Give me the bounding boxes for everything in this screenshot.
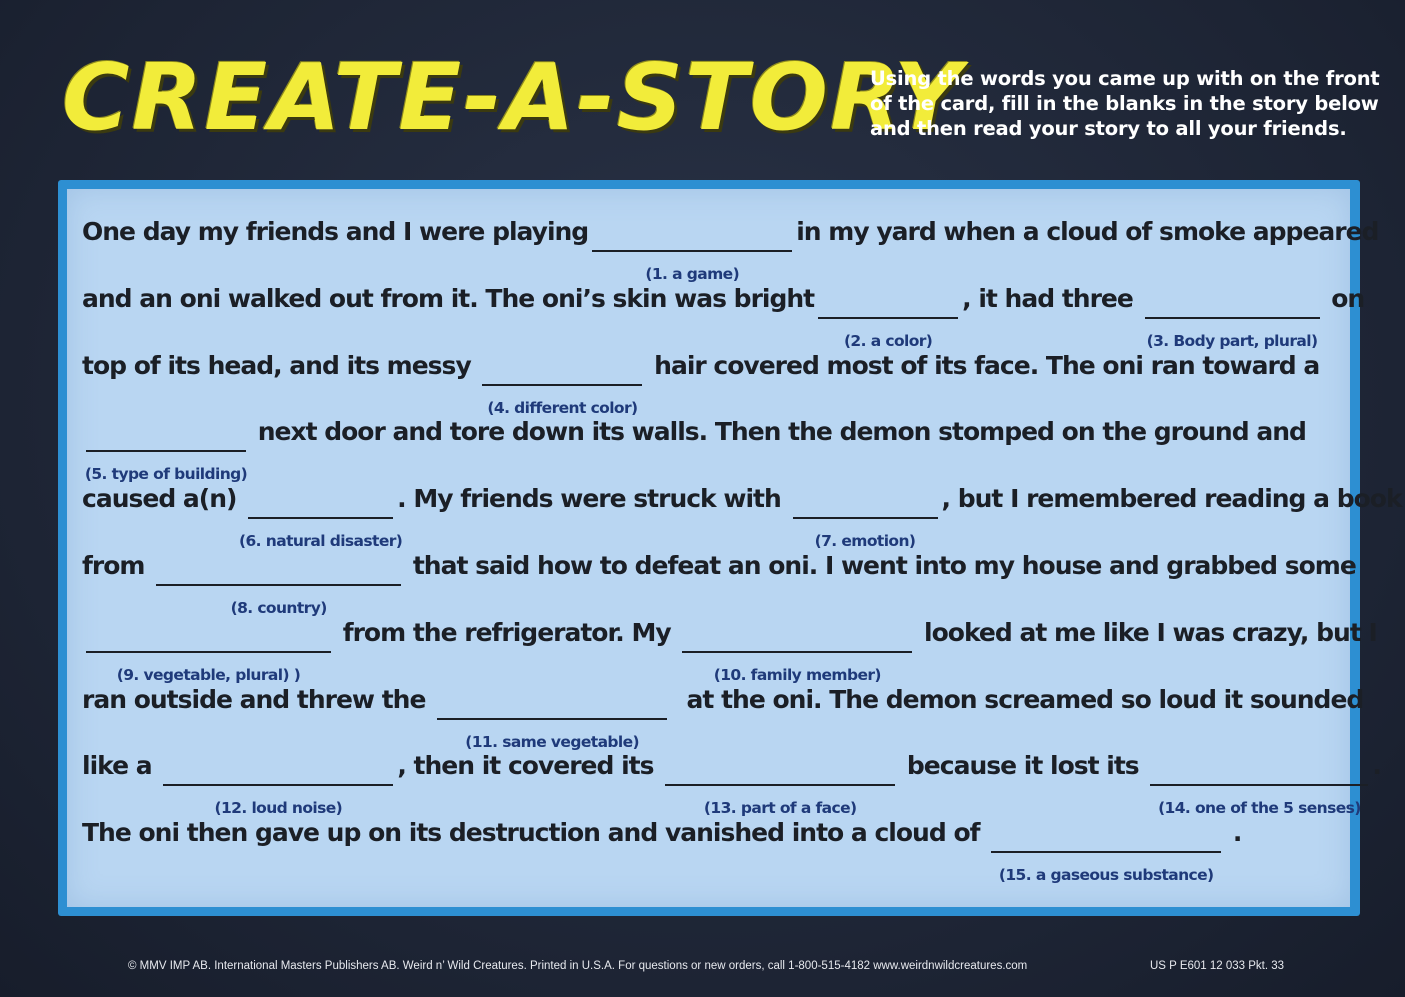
blank-hint-label: (6. natural disaster): [239, 532, 403, 551]
fill-in-blank[interactable]: [1145, 277, 1320, 350]
story-text-run: One day my friends and I were playing: [82, 217, 589, 246]
story-line: [82, 344, 1342, 417]
story-text-run: from the refrigerator. My: [335, 617, 679, 647]
story-text-run: hair covered most of its face. The oni ran toward a: [646, 350, 1320, 380]
blank-hint-label: (5. type of building): [84, 465, 248, 484]
blank-hint-label: (15. a gaseous substance): [998, 866, 1214, 885]
story-text-run: , it had three: [962, 283, 1141, 313]
story-text-run: The oni then gave up on its destruction and vanished into a cloud of: [82, 818, 988, 848]
story-text-run: .: [1225, 818, 1242, 848]
story-line: [82, 277, 1365, 350]
story-text-run: caused a(n): [82, 484, 245, 514]
fill-in-blank[interactable]: [592, 210, 792, 283]
story-text-run: that said how to defeat an oni. I went into my house and grabbed some: [405, 550, 1356, 580]
blank-hint-label: (1. a game): [645, 265, 740, 283]
fill-in-blank[interactable]: [86, 611, 331, 684]
story-text-run: because it lost its: [899, 751, 1147, 781]
fill-in-blank[interactable]: [818, 277, 958, 350]
instructions-text: Using the words you came up with on the front of the card, fill in the blanks in the story below and then read your story to all your friends.: [870, 67, 1380, 140]
blank-hint-label: (7. emotion): [814, 532, 916, 551]
story-text-run: in my yard when a cloud of smoke appeared: [796, 217, 1379, 246]
story-text-run: from: [82, 550, 153, 580]
fill-in-blank[interactable]: [1150, 744, 1368, 818]
blank-hint-label: (14. one of the 5 senses): [1158, 799, 1361, 818]
blank-hint-label: (9. vegetable, plural) ): [116, 665, 301, 684]
story-line: [82, 544, 1356, 617]
story-text-run: on: [1323, 283, 1365, 313]
fill-in-blank[interactable]: [84, 410, 248, 484]
story-text-run: and an oni walked out from it. The oni’s skin was bright: [82, 283, 815, 313]
story-line: [82, 678, 1364, 751]
story-text-run: next door and tore down its walls. Then the demon stomped on the ground and: [250, 417, 1306, 447]
story-text-run: .: [1372, 751, 1381, 781]
story-text-run: looked at me like I was crazy, but I: [916, 617, 1377, 647]
story-line: [82, 477, 1402, 551]
fill-in-blank[interactable]: [991, 811, 1221, 885]
story-line: [82, 410, 1342, 484]
footer-product-code: US P E601 12 033 Pkt. 33: [1150, 960, 1285, 972]
story-text-run: ran outside and threw the: [82, 684, 434, 714]
page-title: CREATE-A-STORY: [62, 44, 964, 151]
blank-hint-label: (13. part of a face): [703, 799, 857, 818]
story-text: [82, 210, 1402, 885]
footer-copyright: © MMV IMP AB. International Masters Publishers AB. Weird n’ Wild Creatures. Printed in U.S.A. For questions or new orders, call 1-800-515-4182 www.weirdnwildcreatures.com: [128, 960, 1028, 972]
fill-in-blank[interactable]: [682, 611, 912, 684]
story-line: [82, 744, 1381, 818]
blank-hint-label: (4. different color): [487, 398, 638, 417]
fill-in-blank[interactable]: [665, 744, 895, 818]
fill-in-blank[interactable]: [793, 477, 938, 551]
fill-in-blank[interactable]: [437, 678, 667, 751]
story-text-run: top of its head, and its messy: [82, 350, 479, 380]
fill-in-blank[interactable]: [239, 477, 403, 551]
fill-in-blank[interactable]: [482, 344, 642, 417]
blank-hint-label: (2. a color): [843, 331, 933, 350]
story-line: [82, 811, 1342, 885]
blank-hint-label: (3. Body part, plural): [1146, 331, 1318, 350]
blank-hint-label: (12. loud noise): [214, 799, 343, 818]
story-line: [82, 611, 1377, 684]
story-text-run: . My friends were struck with: [397, 484, 789, 514]
story-text-run: like a: [82, 751, 160, 781]
fill-in-blank[interactable]: [156, 544, 401, 617]
story-line: [82, 210, 1379, 283]
story-text-run: , then it covered its: [397, 751, 662, 781]
blank-hint-label: (10. family member): [713, 665, 881, 684]
blank-hint-label: (8. country): [230, 598, 327, 617]
fill-in-blank[interactable]: [163, 744, 393, 818]
blank-hint-label: (11. same vegetable): [465, 732, 640, 751]
story-text-run: at the oni. The demon screamed so loud it sounded: [671, 684, 1364, 714]
story-text-run: , but I remembered reading a book: [941, 484, 1402, 514]
